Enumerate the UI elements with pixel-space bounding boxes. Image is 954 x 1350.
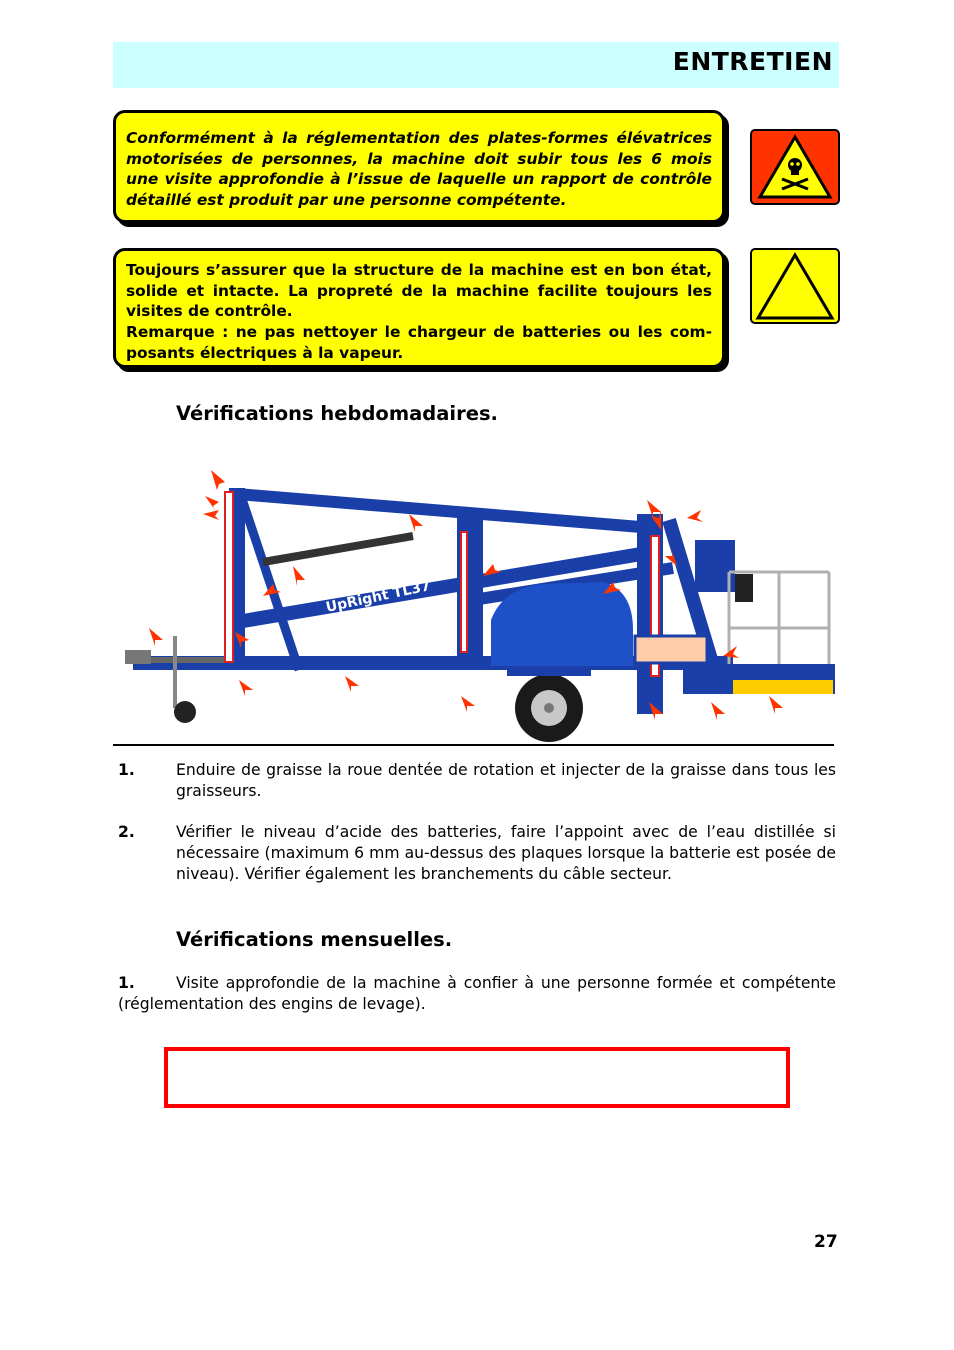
header-band — [113, 42, 839, 88]
page-number: 27 — [814, 1232, 838, 1252]
item-text: Vérifier le niveau d’acide des batteries, faire l’appoint avec de l’eau distillée si nécessaire (maximum 6 mm au-dessus des plaques lorsque la batterie est posée de niveau). Vérifier également les branchements du câble secteur. — [176, 823, 836, 883]
weekly-heading: Vérifications hebdomadaires. — [176, 402, 498, 425]
warning-box-structure — [113, 248, 725, 368]
page-title: ENTRETIEN — [672, 47, 833, 76]
item-text: Enduire de graisse la roue dentée de rotation et injecter de la graisse dans tous les graisseurs. — [176, 761, 836, 800]
list-item — [118, 973, 836, 1015]
warning-note: Remarque : ne pas nettoyer le chargeur de batteries ou les com-posants électriques à la vapeur. — [126, 323, 712, 362]
boom-label: UpRight TL37 — [324, 578, 432, 616]
warning-text: Conformément à la réglementation des plates-formes élévatrices motorisées de personnes, la machine doit subir tous les 6 mois une visite approfondie à l’issue de laquelle un rapport de contrôle détaillé est produit par une personne compétente. — [126, 129, 712, 210]
warning-box-inspection — [113, 110, 725, 223]
warning-triangle-icon — [750, 248, 840, 324]
item-number: 1. — [118, 761, 135, 779]
monthly-heading: Vérifications mensuelles. — [176, 928, 453, 951]
skull-crossbones-icon — [750, 129, 840, 205]
divider — [113, 744, 834, 746]
list-item — [118, 760, 836, 802]
item-text: Visite approfondie de la machine à confier à une personne formée et compétente (réglementation des engins de levage). — [118, 974, 836, 1013]
machine-photo — [113, 470, 835, 744]
warning-text: Toujours s’assurer que la structure de la machine est en bon état, solide et intacte. La propreté de la machine facilite toujours les visites de contrôle. — [126, 261, 712, 321]
list-item — [118, 822, 836, 885]
item-number: 2. — [118, 823, 135, 841]
item-number: 1. — [118, 974, 135, 992]
empty-red-frame — [164, 1047, 790, 1108]
